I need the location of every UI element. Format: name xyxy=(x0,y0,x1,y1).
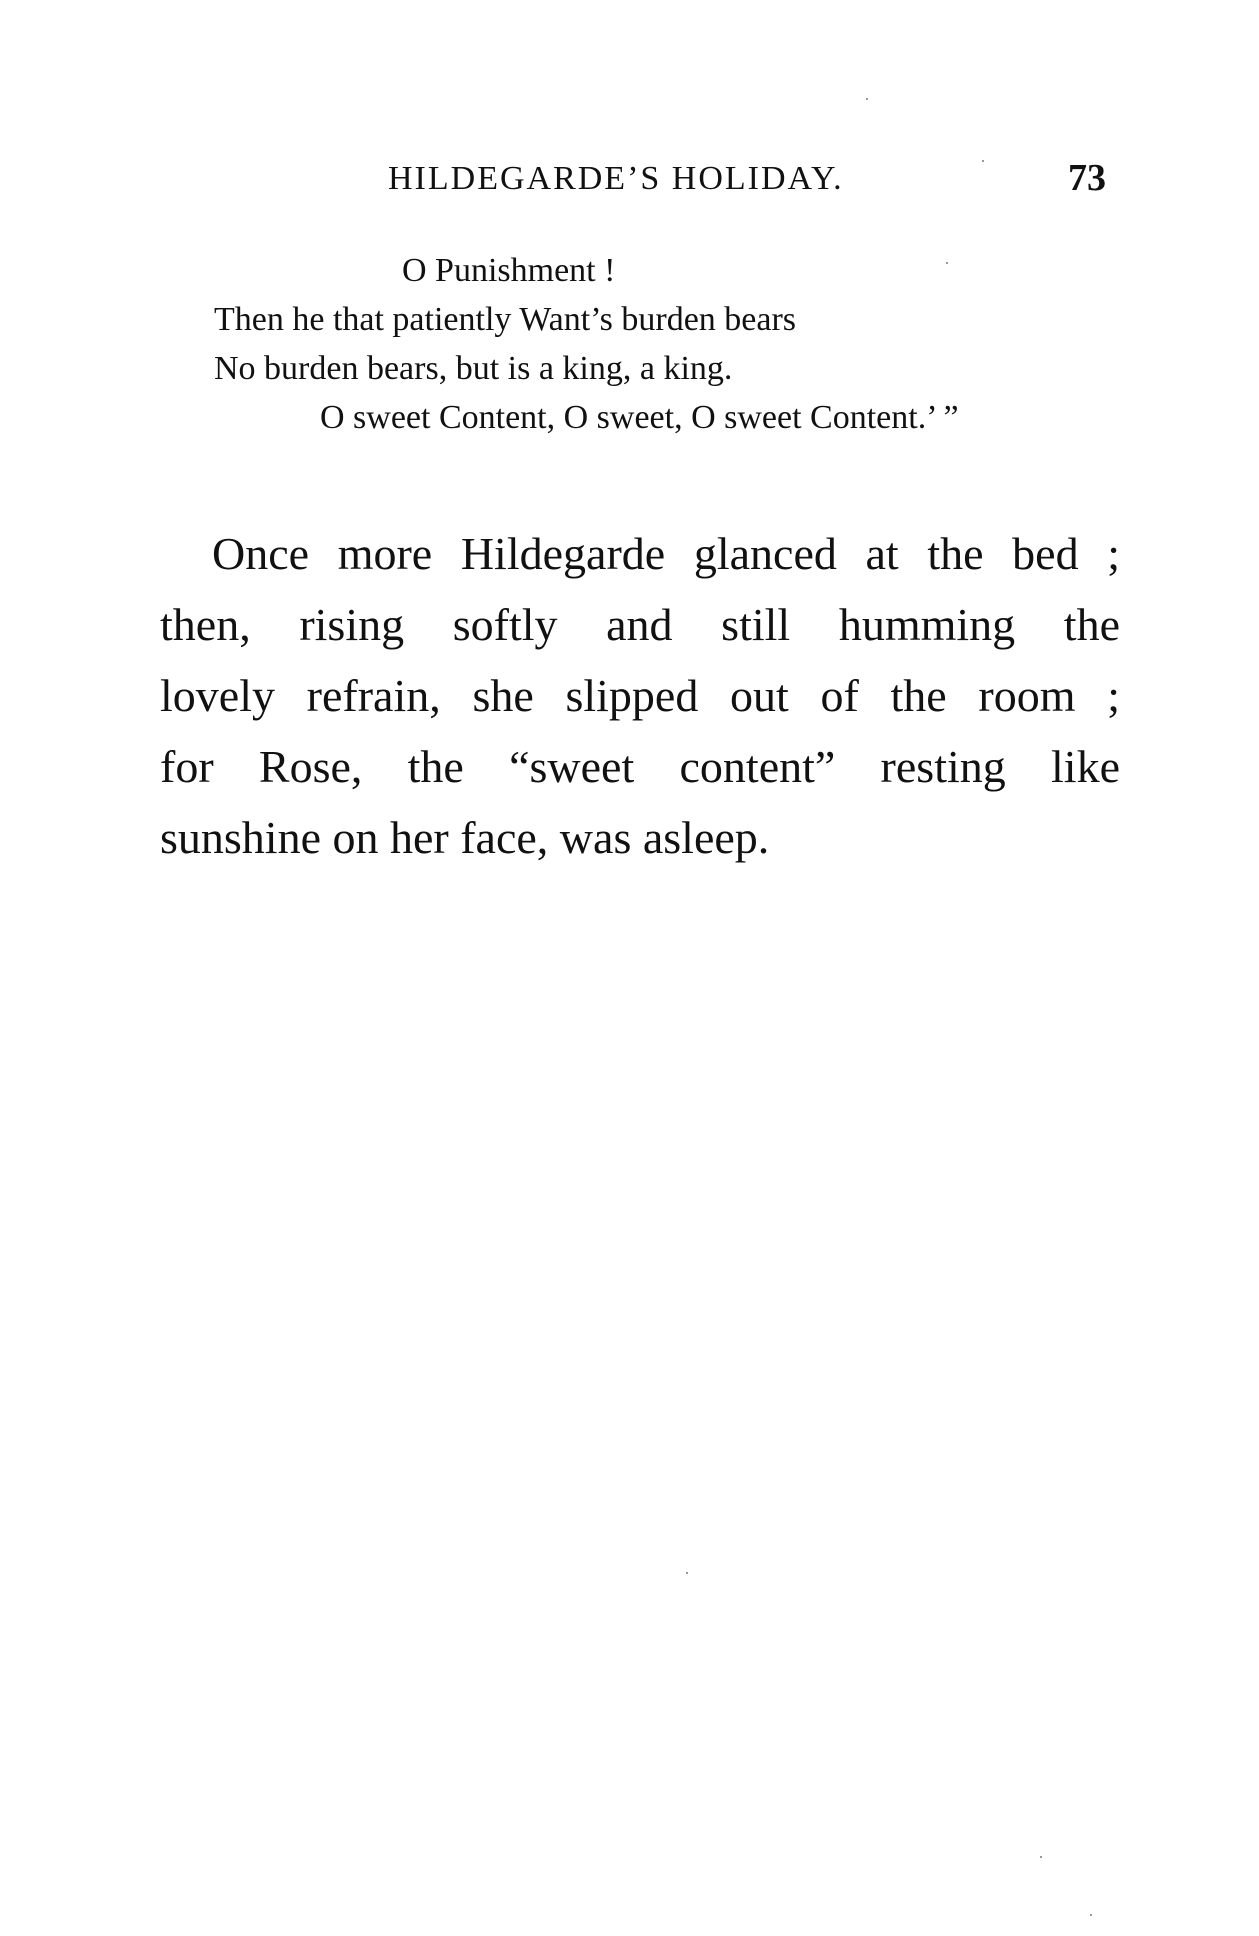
scan-speck xyxy=(1040,1856,1042,1858)
scan-speck xyxy=(1090,1914,1092,1916)
paragraph-line: then, rising softly and still humming the xyxy=(160,599,1120,650)
verse-line: Then he that patiently Want’s burden bears xyxy=(214,301,797,338)
verse-line: O sweet Content, O sweet, O sweet Content.’ ” xyxy=(320,399,959,436)
page-number: 73 xyxy=(1068,157,1106,199)
verse-line: O Punishment ! xyxy=(402,252,616,289)
scan-speck xyxy=(866,98,868,100)
scan-speck xyxy=(686,1572,688,1574)
paragraph-line: lovely refrain, she slipped out of the room ; xyxy=(160,670,1120,721)
paragraph-line: for Rose, the “sweet content” resting like xyxy=(160,741,1120,792)
verse-line: No burden bears, but is a king, a king. xyxy=(214,350,733,387)
paragraph-line: sunshine on her face, was asleep. xyxy=(160,812,770,863)
running-head-title: HILDEGARDE’S HOLIDAY. xyxy=(388,160,844,197)
paragraph-line: Once more Hildegarde glanced at the bed ; xyxy=(212,528,1120,579)
scan-speck xyxy=(982,160,984,162)
body-paragraph xyxy=(160,518,1120,873)
scan-speck xyxy=(946,262,948,264)
